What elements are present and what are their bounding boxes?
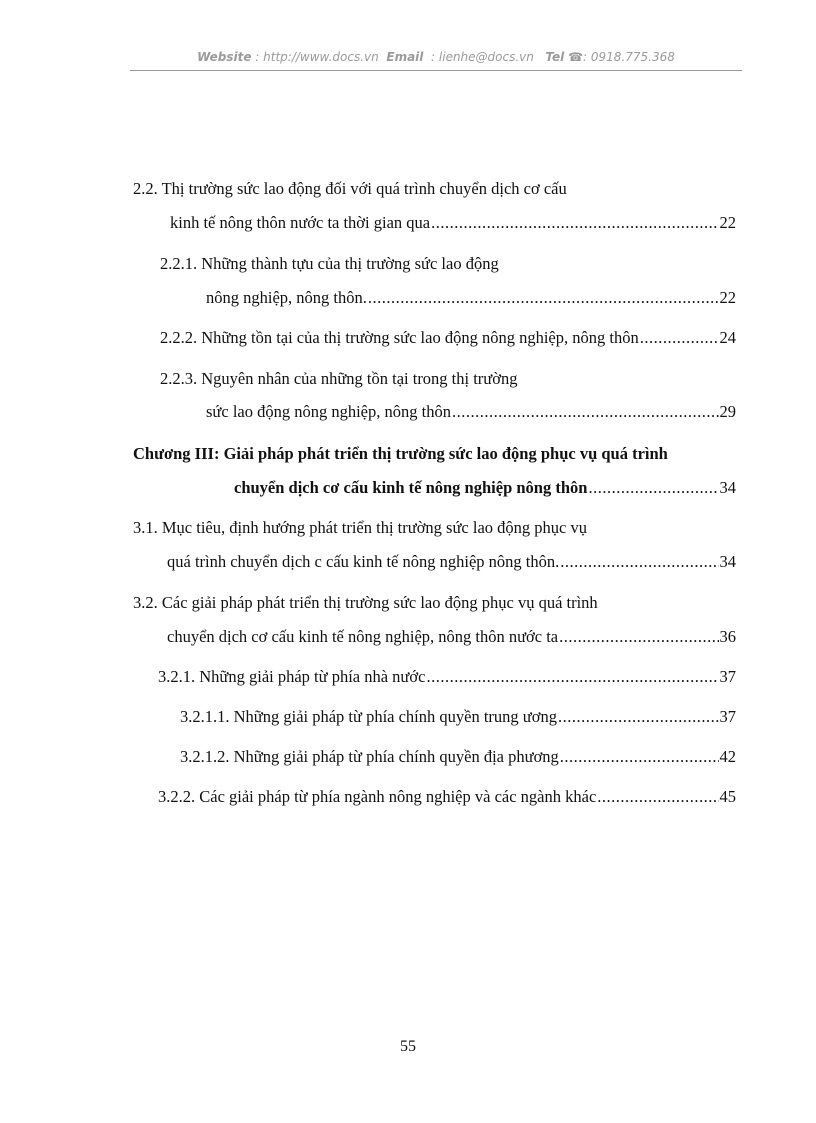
phone-icon: ☎ [568, 50, 584, 64]
toc-entry-text: sức lao động nông nghiệp, nông thôn [206, 402, 451, 421]
toc-entry-text: chuyển dịch cơ cấu kinh tế nông nghiệp, nông thôn nước ta [167, 627, 559, 646]
leader-dots [559, 626, 718, 648]
leader-dots [640, 327, 719, 349]
toc-page-number: 36 [719, 627, 736, 646]
leader-dots [560, 746, 719, 768]
toc-entry-3-2[interactable] [167, 626, 736, 648]
toc-entry-3-2-1[interactable] [158, 666, 736, 688]
email-value: : lienhe@docs.vn [431, 50, 534, 64]
toc-entry-text: 3.2.1. Những giải pháp từ phía nhà nước [158, 667, 426, 686]
toc-entry-text: kinh tế nông thôn nước ta thời gian qua [170, 213, 431, 232]
page-header [130, 50, 742, 64]
toc-entry-text: 3.2.1.2. Những giải pháp từ phía chính quyền địa phương [180, 747, 559, 766]
toc-page-number: 42 [719, 747, 736, 766]
toc-entry-2-2-2[interactable] [160, 327, 736, 349]
tel-value: : 0918.775.368 [583, 50, 675, 64]
toc-entry-3-2-2[interactable] [158, 786, 736, 808]
leader-dots [426, 666, 718, 688]
toc-page-number: 34 [719, 478, 736, 497]
toc-entry-2-2[interactable] [170, 212, 736, 234]
toc-entry-2-2-3[interactable] [206, 401, 736, 423]
leader-dots [597, 786, 718, 808]
toc-page-number: 37 [719, 667, 736, 686]
toc-entry-text: quá trình chuyển dịch c cấu kinh tế nông nghiệp nông thôn. [167, 552, 560, 571]
website-label: Website [197, 50, 252, 64]
header-divider [130, 70, 742, 71]
toc-page-number: 24 [719, 328, 736, 347]
toc-page-number: 34 [719, 552, 736, 571]
toc-entry-3-2-title: 3.2. Các giải pháp phát triển thị trường sức lao động phục vụ quá trình [133, 593, 598, 612]
toc-entry-3-2-1-1[interactable] [180, 706, 736, 728]
toc-entry-text: 3.2.2. Các giải pháp từ phía ngành nông nghiệp và các ngành khác [158, 787, 597, 806]
page-number: 55 [400, 1038, 416, 1055]
leader-dots [452, 401, 719, 423]
leader-dots [588, 477, 718, 499]
toc-entry-2-2-title: 2.2. Thị trường sức lao động đối với quá trình chuyển dịch cơ cấu [133, 179, 567, 198]
tel-label: Tel [545, 50, 565, 64]
toc-page-number: 29 [719, 402, 736, 421]
website-value: : http://www.docs.vn [255, 50, 379, 64]
toc-page-number: 22 [719, 288, 736, 307]
toc-entry-text: nông nghiệp, nông thôn. [206, 288, 367, 307]
leader-dots [368, 287, 719, 309]
toc-page-number: 45 [719, 787, 736, 806]
toc-entry-3-2-1-2[interactable] [180, 746, 736, 768]
toc-entry-text: 3.2.1.1. Những giải pháp từ phía chính quyền trung ương [180, 707, 557, 726]
toc-chapter-3-title: Chương III: Giải pháp phát triển thị trường sức lao động phục vụ quá trình [133, 444, 668, 463]
toc-entry-3-1-title: 3.1. Mục tiêu, định hướng phát triển thị trường sức lao động phục vụ [133, 518, 587, 537]
toc-entry-2-2-1[interactable] [206, 287, 736, 309]
toc-entry-text: chuyển dịch cơ cấu kinh tế nông nghiệp nông thôn [234, 478, 588, 497]
email-label: Email [386, 50, 424, 64]
leader-dots [560, 551, 718, 573]
toc-entry-2-2-1-title: 2.2.1. Những thành tựu của thị trường sức lao động [160, 254, 499, 273]
toc-entry-2-2-3-title: 2.2.3. Nguyên nhân của những tồn tại trong thị trường [160, 369, 518, 388]
toc-page-number: 22 [719, 213, 736, 232]
toc-page-number: 37 [719, 707, 736, 726]
toc-entry-text: 2.2.2. Những tồn tại của thị trường sức lao động nông nghiệp, nông thôn [160, 328, 639, 347]
leader-dots [558, 706, 719, 728]
toc-chapter-3[interactable] [234, 477, 736, 499]
leader-dots [431, 212, 718, 234]
toc-entry-3-1[interactable] [167, 551, 736, 573]
